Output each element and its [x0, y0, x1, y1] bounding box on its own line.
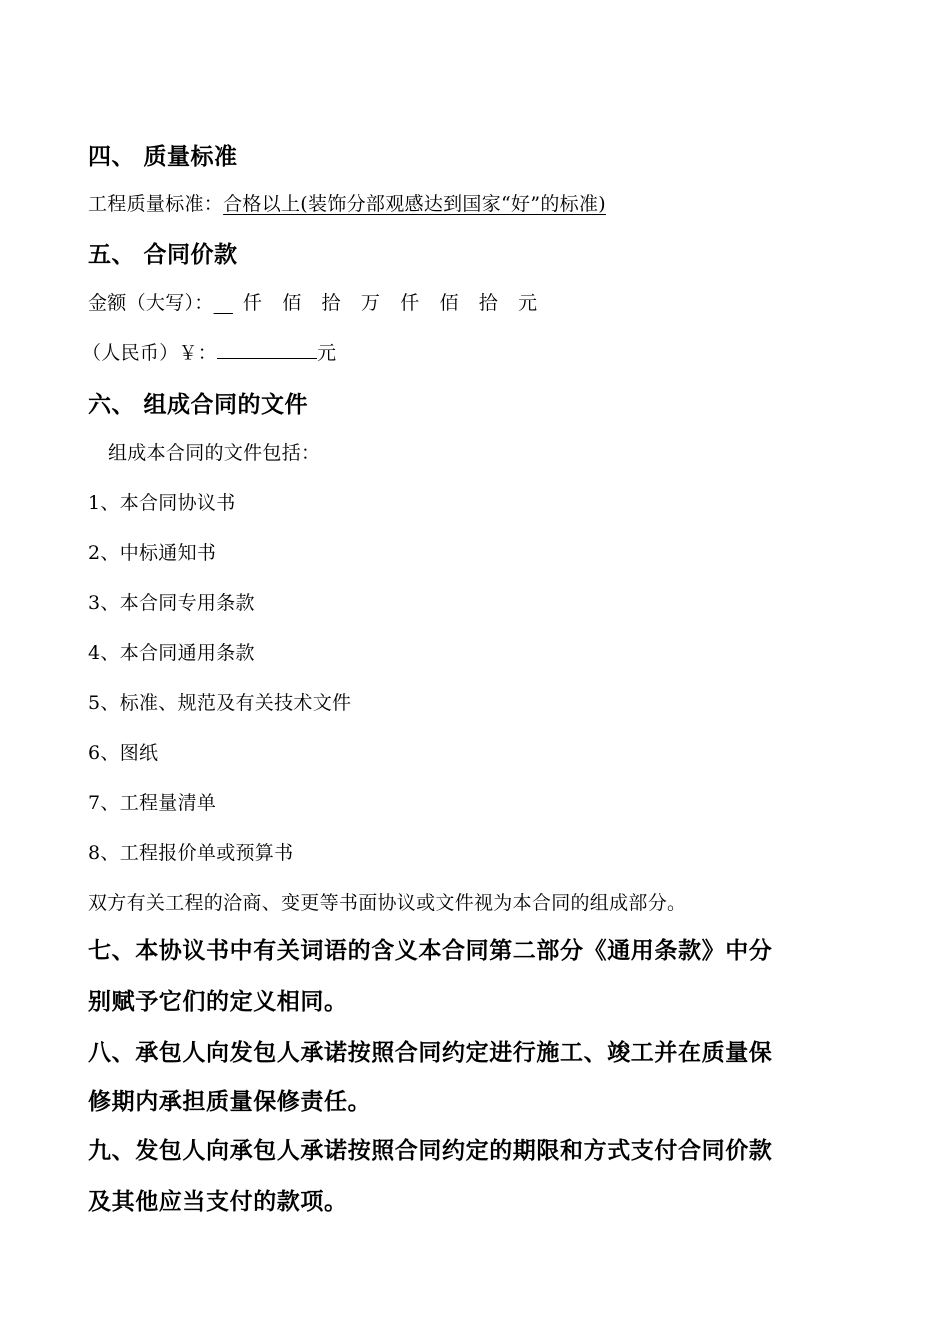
section-7-line-1: 七、本协议书中有关词语的含义本合同第二部分《通用条款》中分	[88, 938, 773, 964]
section-5-heading: 五、 合同价款	[88, 242, 238, 268]
unit-bai-2: 佰	[439, 292, 459, 314]
amount-in-words-label: 金额（大写）：	[88, 292, 214, 314]
amount-in-words-line	[88, 288, 547, 315]
section-8-line-2: 修期内承担质量保修责任。	[88, 1089, 372, 1115]
rmb-amount-blank	[217, 340, 317, 359]
unit-shi-1: 拾	[321, 292, 341, 314]
document-item-2: 2、中标通知书	[88, 542, 217, 564]
section-7-line-2: 别赋予它们的定义相同。	[88, 989, 348, 1015]
rmb-label: （人民币）￥：	[82, 342, 218, 364]
section-9-line-2: 及其他应当支付的款项。	[88, 1189, 348, 1215]
unit-qian-2: 仟	[400, 292, 420, 314]
amount-in-words-field	[214, 288, 548, 315]
unit-qian-1: 仟	[242, 292, 263, 314]
section-4-heading: 四、 质量标准	[88, 144, 238, 170]
document-item-8: 8、工程报价单或预算书	[88, 842, 294, 864]
document-item-1: 1、本合同协议书	[88, 492, 236, 514]
document-item-6: 6、图纸	[88, 742, 159, 764]
documents-closing: 双方有关工程的洽商、变更等书面协议或文件视为本合同的组成部分。	[88, 892, 687, 914]
section-6-heading: 六、 组成合同的文件	[88, 392, 309, 418]
documents-intro: 组成本合同的文件包括：	[108, 442, 321, 464]
document-item-5: 5、标准、规范及有关技术文件	[88, 692, 352, 714]
unit-bai-1: 佰	[282, 292, 302, 314]
rmb-amount-line	[82, 338, 336, 365]
unit-wan: 万	[360, 292, 381, 314]
quality-standard-value: 合格以上(装饰分部观感达到国家“好”的标准)	[223, 193, 606, 215]
section-8-line-1: 八、承包人向发包人承诺按照合同约定进行施工、竣工并在质量保	[88, 1040, 773, 1066]
document-item-7: 7、工程量清单	[88, 792, 217, 814]
document-item-4: 4、本合同通用条款	[88, 642, 255, 664]
quality-standard-label: 工程质量标准：	[88, 193, 224, 215]
document-item-3: 3、本合同专用条款	[88, 592, 255, 614]
rmb-unit: 元	[317, 342, 337, 364]
unit-shi-2: 拾	[478, 292, 499, 314]
unit-yuan: 元	[518, 292, 538, 314]
quality-standard-line	[88, 189, 606, 216]
section-9-line-1: 九、发包人向承包人承诺按照合同约定的期限和方式支付合同价款	[88, 1138, 773, 1164]
